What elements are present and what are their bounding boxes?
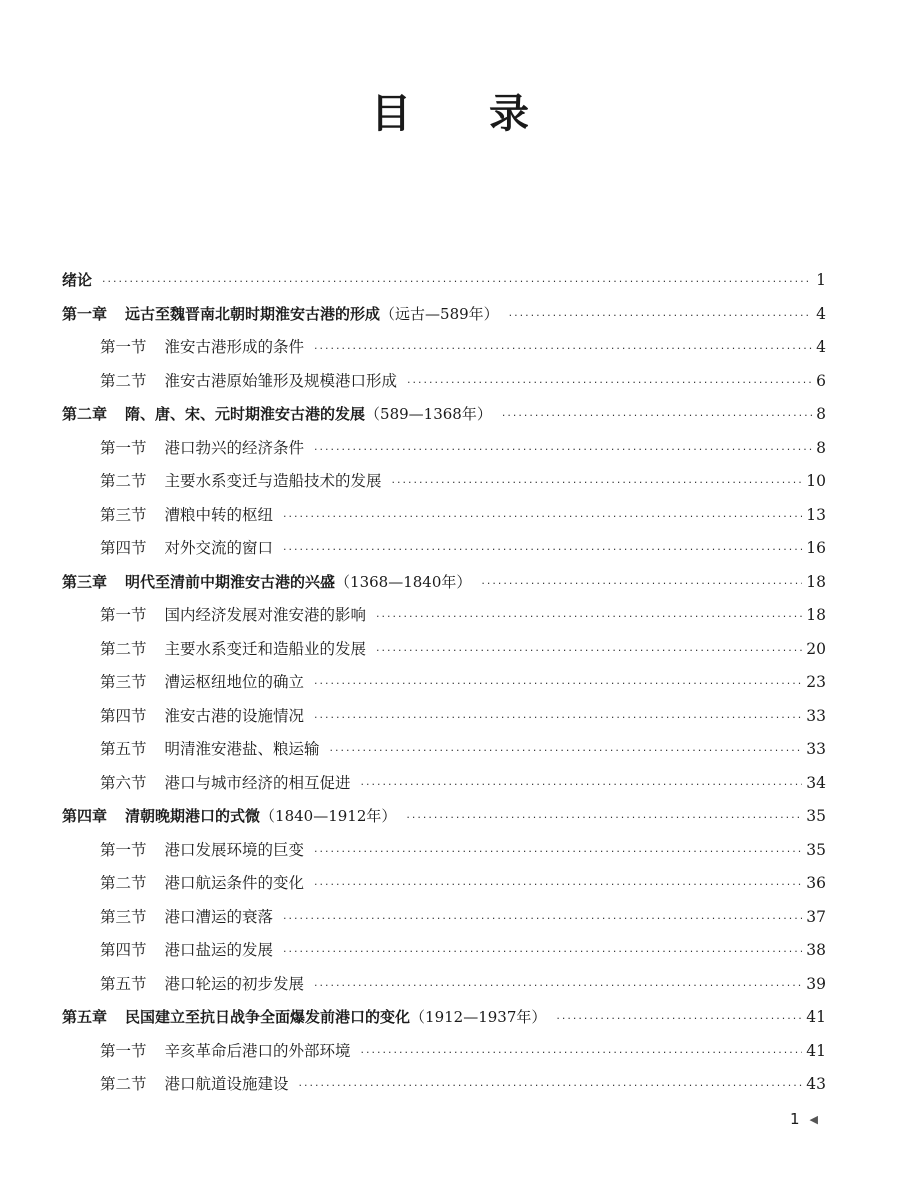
toc-entry-label — [100, 834, 304, 868]
toc-entry-title: 漕粮中转的枢纽 — [164, 505, 274, 524]
toc-entry-number: 第五章 — [62, 1008, 108, 1026]
toc-entry-label — [100, 1068, 289, 1102]
toc-entry-page: 1 — [816, 271, 826, 289]
toc-entry-label — [100, 331, 304, 365]
toc-entry-section[interactable] — [62, 867, 826, 901]
toc-entry-number: 第一节 — [100, 438, 147, 457]
toc-entry-title: 港口轮运的初步发展 — [164, 974, 305, 993]
toc-entry-section[interactable] — [62, 1035, 826, 1069]
toc-entry-section[interactable] — [62, 700, 826, 734]
toc-entry-label — [100, 633, 366, 667]
toc-entry-label — [62, 566, 471, 600]
left-triangle-icon: ◀ — [809, 1112, 819, 1126]
toc-entry-number: 第二节 — [100, 371, 147, 390]
toc-entry-page: 41 — [806, 1041, 826, 1060]
dot-leader — [509, 299, 812, 333]
toc-entry-title: 对外交流的窗口 — [164, 539, 274, 557]
page-title-char: 录 — [489, 91, 529, 137]
toc-entry-label — [62, 264, 92, 298]
toc-entry-number: 第四节 — [100, 706, 147, 725]
toc-entry-title: 淮安古港原始雏形及规模港口形成 — [164, 371, 398, 390]
toc-entry-title: 明清淮安港盐、粮运输 — [164, 740, 320, 758]
toc-entry-label — [100, 532, 273, 566]
toc-entry-title: 港口漕运的衰落 — [164, 907, 274, 926]
toc-entry-chapter[interactable] — [62, 298, 826, 332]
toc-entry-page: 18 — [806, 606, 826, 624]
toc-entry-years: （1912—1937年） — [410, 1008, 547, 1026]
dot-leader — [361, 1036, 803, 1070]
toc-entry-number: 第四节 — [100, 539, 147, 557]
toc-entry-section[interactable] — [62, 767, 826, 801]
dot-leader — [376, 634, 802, 668]
toc-entry-section[interactable] — [62, 733, 826, 767]
toc-entry-section[interactable] — [62, 432, 826, 466]
toc-entry-chapter[interactable] — [62, 1001, 826, 1035]
dot-leader — [314, 835, 802, 869]
dot-leader — [314, 701, 802, 735]
toc-entry-page: 39 — [806, 974, 826, 993]
toc-entry-title: 清朝晚期港口的式微 — [125, 807, 261, 825]
toc-entry-number: 第二章 — [62, 405, 108, 423]
toc-entry-section[interactable] — [62, 834, 826, 868]
toc-entry-title: 港口航道设施建设 — [164, 1075, 289, 1093]
toc-entry-number: 第二节 — [100, 874, 147, 892]
dot-leader — [283, 902, 802, 936]
toc-entry-chapter[interactable] — [62, 566, 826, 600]
dot-leader — [502, 399, 812, 433]
toc-entry-years: （1368—1840年） — [335, 572, 472, 591]
toc-entry-title: 港口勃兴的经济条件 — [164, 438, 305, 457]
dot-leader — [314, 667, 802, 701]
dot-leader — [406, 801, 802, 835]
toc-entry-label — [100, 767, 351, 801]
dot-leader — [392, 466, 803, 500]
toc-entry-title: 漕运枢纽地位的确立 — [164, 673, 305, 691]
toc-entry-number: 第一节 — [100, 1041, 147, 1060]
toc-entry-title: 淮安古港的设施情况 — [164, 706, 305, 725]
dot-leader — [361, 768, 803, 802]
toc-entry-number: 第二节 — [100, 639, 147, 658]
page-footer — [790, 1110, 818, 1128]
page-number: 1 — [790, 1110, 800, 1128]
toc-entry-page: 36 — [806, 874, 826, 892]
toc-entry-page: 41 — [806, 1008, 826, 1026]
toc-entry-chapter[interactable] — [62, 398, 826, 432]
toc-entry-section[interactable] — [62, 901, 826, 935]
dot-leader — [481, 567, 802, 601]
toc-entry-label — [100, 700, 304, 734]
dot-leader — [314, 433, 812, 467]
toc-entry-page: 20 — [806, 639, 826, 658]
toc-entry-number: 第三章 — [62, 572, 108, 591]
toc-entry-label — [100, 499, 273, 533]
toc-entry-page: 35 — [806, 840, 826, 859]
toc-entry-page: 35 — [806, 807, 826, 825]
toc-entry-label — [100, 365, 397, 399]
table-of-contents — [62, 264, 826, 1102]
toc-entry-title: 国内经济发展对淮安港的影响 — [164, 606, 367, 624]
dot-leader — [314, 969, 802, 1003]
toc-entry-section[interactable] — [62, 934, 826, 968]
toc-entry-title: 绪论 — [62, 271, 93, 289]
toc-entry-chapter[interactable] — [62, 800, 826, 834]
toc-entry-number: 第三节 — [100, 907, 147, 926]
toc-entry-title: 民国建立至抗日战争全面爆发前港口的变化 — [125, 1008, 411, 1026]
toc-entry-intro[interactable] — [62, 264, 826, 298]
toc-entry-number: 第三节 — [100, 673, 147, 691]
page-title — [0, 82, 900, 139]
toc-entry-number: 第一节 — [100, 338, 147, 356]
dot-leader — [330, 734, 803, 768]
toc-entry-section[interactable] — [62, 666, 826, 700]
dot-leader — [314, 868, 802, 902]
dot-leader — [314, 332, 812, 366]
toc-entry-label — [62, 298, 499, 332]
toc-entry-title: 远古至魏晋南北朝时期淮安古港的形成 — [125, 304, 381, 323]
toc-entry-section[interactable] — [62, 365, 826, 399]
toc-entry-title: 港口航运条件的变化 — [164, 874, 305, 892]
dot-leader — [299, 1069, 803, 1103]
toc-entry-label — [100, 867, 304, 901]
toc-entry-page: 43 — [806, 1075, 826, 1093]
toc-entry-title: 港口与城市经济的相互促进 — [164, 773, 351, 792]
toc-entry-number: 第四章 — [62, 807, 108, 825]
toc-entry-title: 隋、唐、宋、元时期淮安古港的发展 — [125, 405, 366, 423]
toc-entry-label — [100, 901, 273, 935]
dot-leader — [376, 600, 802, 634]
toc-entry-number: 第一章 — [62, 304, 108, 323]
dot-leader — [283, 533, 802, 567]
toc-entry-title: 明代至清前中期淮安古港的兴盛 — [125, 572, 336, 591]
toc-entry-page: 37 — [806, 907, 826, 926]
toc-entry-label — [62, 1001, 546, 1035]
toc-entry-years: （1840—1912年） — [260, 807, 397, 825]
toc-entry-number: 第三节 — [100, 505, 147, 524]
toc-entry-number: 第五节 — [100, 974, 147, 993]
toc-entry-label — [100, 968, 304, 1002]
toc-entry-section[interactable] — [62, 532, 826, 566]
toc-entry-label — [100, 666, 304, 700]
toc-entry-page: 18 — [806, 572, 826, 591]
toc-entry-number: 第一节 — [100, 840, 147, 859]
toc-entry-section[interactable] — [62, 633, 826, 667]
toc-entry-label — [62, 398, 492, 432]
toc-entry-title: 港口盐运的发展 — [164, 941, 274, 959]
toc-entry-page: 4 — [816, 304, 826, 323]
toc-entry-number: 第六节 — [100, 773, 147, 792]
toc-entry-title: 主要水系变迁与造船技术的发展 — [164, 472, 382, 490]
toc-entry-page: 33 — [806, 740, 826, 758]
toc-entry-page: 8 — [816, 405, 826, 423]
toc-entry-label — [100, 934, 273, 968]
toc-entry-page: 34 — [806, 773, 826, 792]
dot-leader — [556, 1002, 802, 1036]
toc-entry-section[interactable] — [62, 1068, 826, 1102]
toc-entry-years: （远古—589年） — [380, 304, 499, 323]
toc-entry-page: 6 — [816, 371, 826, 390]
toc-entry-page: 8 — [816, 438, 826, 457]
toc-entry-page: 4 — [816, 338, 826, 356]
toc-entry-label — [62, 800, 396, 834]
toc-entry-page: 16 — [806, 539, 826, 557]
toc-entry-page: 23 — [806, 673, 826, 691]
toc-entry-title: 主要水系变迁和造船业的发展 — [164, 639, 367, 658]
toc-entry-number: 第一节 — [100, 606, 147, 624]
toc-entry-label — [100, 465, 382, 499]
toc-entry-label — [100, 1035, 351, 1069]
toc-entry-section[interactable] — [62, 331, 826, 365]
dot-leader — [102, 265, 812, 299]
toc-entry-section[interactable] — [62, 465, 826, 499]
toc-entry-title: 港口发展环境的巨变 — [164, 840, 305, 859]
toc-entry-page: 13 — [806, 505, 826, 524]
toc-entry-number: 第二节 — [100, 1075, 147, 1093]
toc-entry-section[interactable] — [62, 968, 826, 1002]
toc-entry-years: （589—1368年） — [365, 405, 492, 423]
toc-entry-number: 第五节 — [100, 740, 147, 758]
toc-entry-title: 辛亥革命后港口的外部环境 — [164, 1041, 351, 1060]
toc-entry-page: 10 — [806, 472, 826, 490]
toc-entry-section[interactable] — [62, 599, 826, 633]
dot-leader — [283, 500, 802, 534]
toc-entry-label — [100, 733, 320, 767]
toc-entry-number: 第二节 — [100, 472, 147, 490]
toc-entry-title: 淮安古港形成的条件 — [164, 338, 305, 356]
page-title-char: 目 — [371, 91, 411, 137]
toc-entry-number: 第四节 — [100, 941, 147, 959]
toc-entry-label — [100, 599, 366, 633]
toc-entry-section[interactable] — [62, 499, 826, 533]
toc-entry-page: 33 — [806, 706, 826, 725]
dot-leader — [407, 366, 812, 400]
toc-entry-page: 38 — [806, 941, 826, 959]
toc-entry-label — [100, 432, 304, 466]
dot-leader — [283, 935, 802, 969]
